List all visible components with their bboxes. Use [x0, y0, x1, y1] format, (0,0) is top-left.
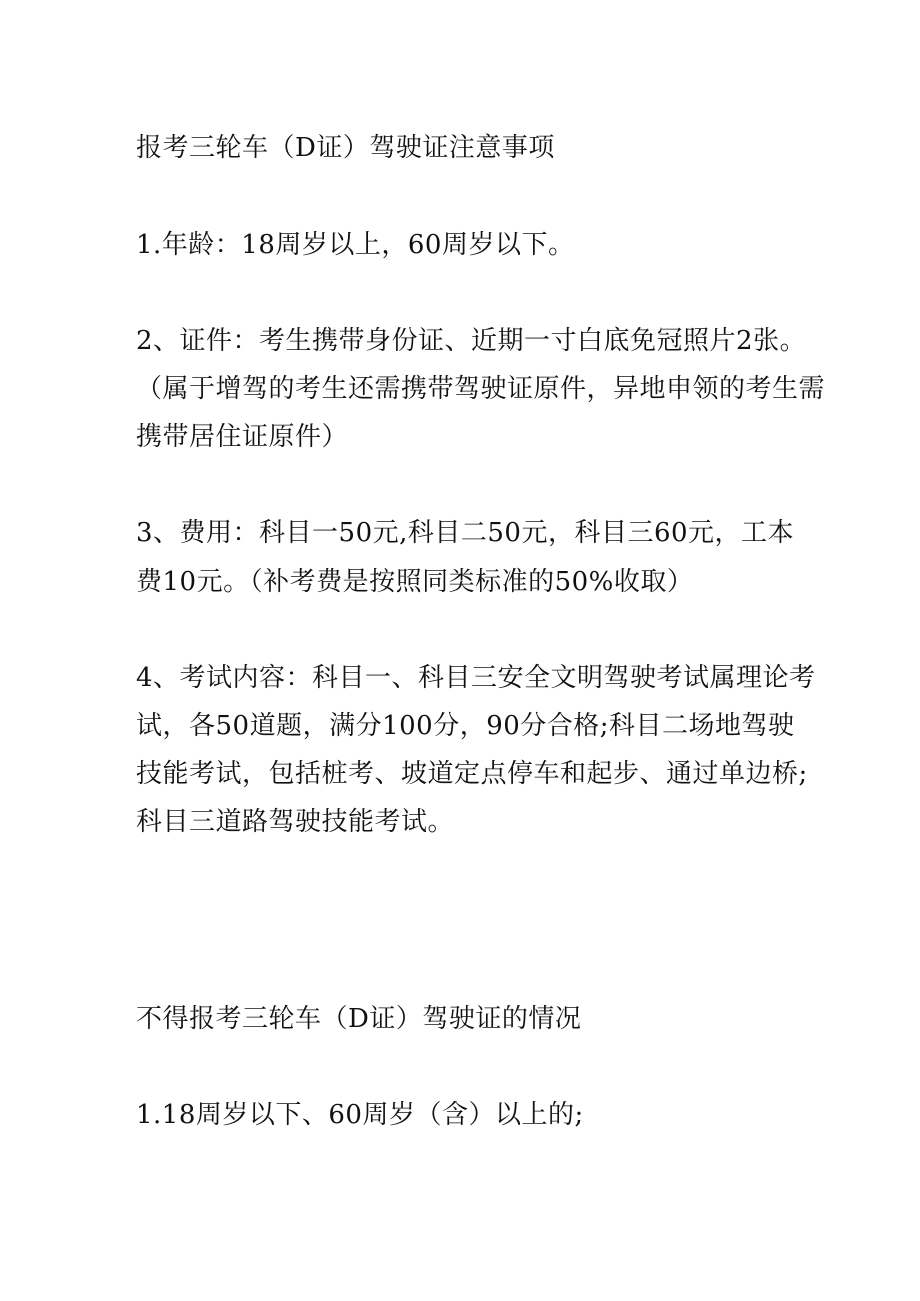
- item-exam-line-4: 科目三道路驾驶技能考试。: [136, 807, 455, 837]
- item-fees-line-1: 3、费用：科目一50元,科目二50元，科目三60元，工本: [136, 518, 795, 548]
- item-age: 1.年龄：18周岁以上，60周岁以下。: [136, 230, 575, 260]
- item-fees-line-2: 费10元。（补考费是按照同类标准的50%收取）: [136, 567, 694, 597]
- item-exam-line-2: 试，各50道题，满分100分，90分合格;科目二场地驾驶: [136, 711, 795, 741]
- item-exam-line-3: 技能考试，包括桩考、坡道定点停车和起步、通过单边桥;: [136, 759, 808, 789]
- section-title-requirements: 报考三轮车（D证）驾驶证注意事项: [136, 133, 555, 163]
- item-documents-line-3: 携带居住证原件）: [136, 422, 349, 452]
- item-ineligible-age: 1.18周岁以下、60周岁（含）以上的;: [136, 1100, 584, 1130]
- item-documents-line-1: 2、证件：考生携带身份证、近期一寸白底免冠照片2张。: [136, 326, 807, 356]
- section-title-ineligible: 不得报考三轮车（D证）驾驶证的情况: [136, 1004, 582, 1034]
- item-documents-line-2: （属于增驾的考生还需携带驾驶证原件，异地申领的考生需: [136, 374, 826, 404]
- item-exam-line-1: 4、考试内容：科目一、科目三安全文明驾驶考试属理论考: [136, 663, 816, 693]
